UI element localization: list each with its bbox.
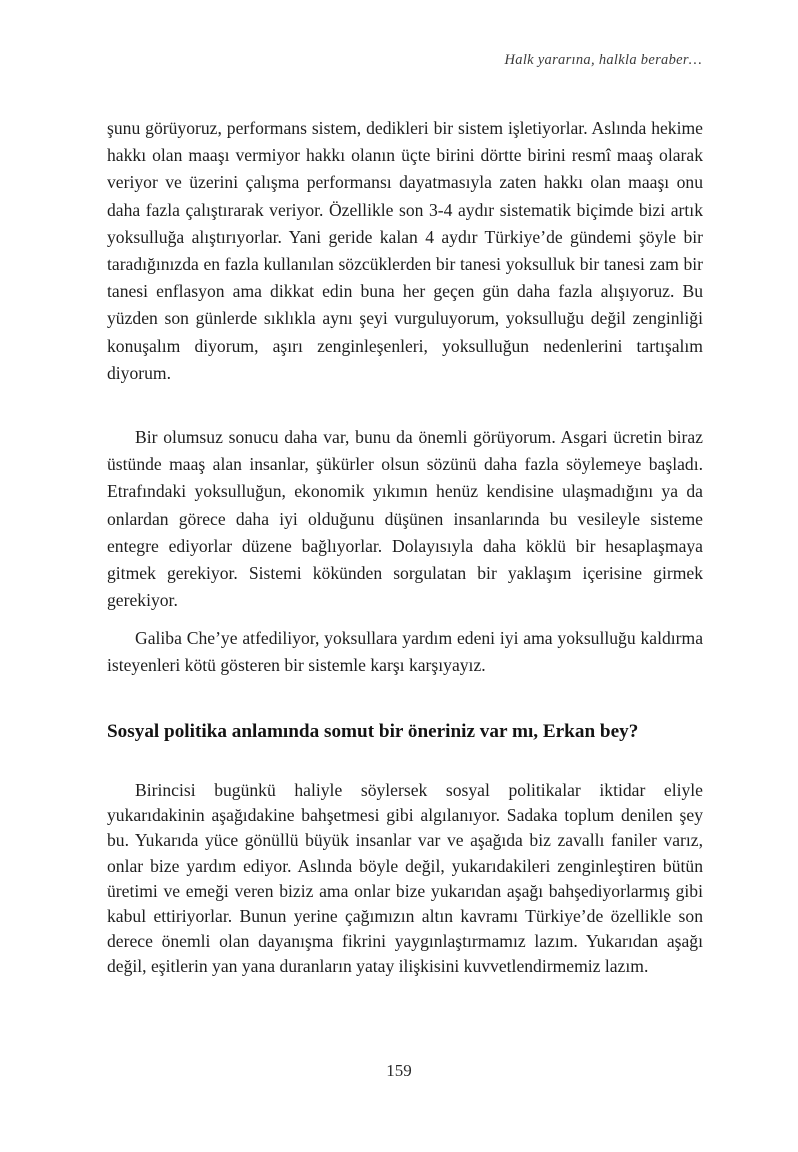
- paragraph-text: Bir olumsuz sonucu daha var, bunu da önemli görüyorum. Asgari ücretin biraz üstünde maaş alan insanlar, şükürler olsun sözünü daha fazla söylemeye başladı. Etrafındaki yoksulluğun, ekonomik yıkımın henüz kendisine ulaşmadığını ya da onlardan görece daha iyi olduğunu düşünen insanlarında bu vesileyle sisteme entegre ediyorlar düzene bağlıyorlar. Dolayısıyla daha köklü bir hesaplaşmaya gitmek gerekiyor. Sistemi kökünden sorgulatan bir yaklaşım içerisine girmek gerekiyor.: [107, 427, 703, 611]
- page-number: 159: [386, 1061, 412, 1080]
- paragraph-text: Galiba Che’ye atfediliyor, yoksullara yardım edeni iyi ama yoksulluğu kaldırma isteyenleri kötü gösteren bir sistemle karşı karşıyayız.: [107, 628, 703, 676]
- paragraph-text: Birincisi bugünkü haliyle söylersek sosyal politikalar iktidar eliyle yukarıdakinin aşağıdakine bahşetmesi gibi algılanıyor. Sadaka toplum denilen şey bu. Yukarıda yüce gönüllü büyük insanlar var ve aşağıda biz zavallı faniler varız, onlar bize yardım ediyor. Aslında böyle değil, yukarıdakileri zenginleştiren bütün üretimi ve emeği veren biziz ama onlar bize yukarıdan aşağı bahşediyorlarmış gibi kabul ettiriyorlar. Bunun yerine çağımızın altın kavramı Türkiye’de özellikle son derece önemli olan dayanışma fikrini yaygınlaştırmamız lazım. Yukarıdan aşağı değil, eşitlerin yan yana duranların yatay ilişkisini kuvvetlendirmemiz lazım.: [107, 780, 703, 977]
- body-paragraph-4: [107, 778, 703, 980]
- body-paragraph-2: [107, 424, 703, 614]
- body-paragraph-3: [107, 625, 703, 679]
- body-paragraph-1: [107, 115, 703, 387]
- question-heading: Sosyal politika anlamında somut bir öneriniz var mı, Erkan bey?: [107, 721, 639, 742]
- paragraph-text: şunu görüyoruz, performans sistem, dedikleri bir sistem işletiyorlar. Aslında hekime hakkı olan maaşı vermiyor hakkı olanın üçte birini dörtte birini resmî maaş olarak veriyor ve üzerini çalışma performansı dayatmasıyla zaten hakkı olan maaşı onu daha fazla çalıştırarak veriyor. Özellikle son 3-4 aydır sistematik biçimde bizi artık yoksulluğa alıştırıyorlar. Yani geride kalan 4 aydır Türkiye’de gündemi şöyle bir taradığınızda en fazla kullanılan sözcüklerden bir tanesi yoksulluk bir tanesi zam bir tanesi enflasyon ama dikkat edin buna her geçen gün daha fazla alışıyoruz. Bu yüzden son günlerde sıklıkla aynı şeyi vurguluyorum, yoksulluğu değil zenginliği konuşalım diyorum, aşırı zenginleşenleri, yoksulluğun nedenlerini tartışalım diyorum.: [107, 118, 703, 383]
- running-header: Halk yararına, halkla beraber…: [504, 52, 702, 68]
